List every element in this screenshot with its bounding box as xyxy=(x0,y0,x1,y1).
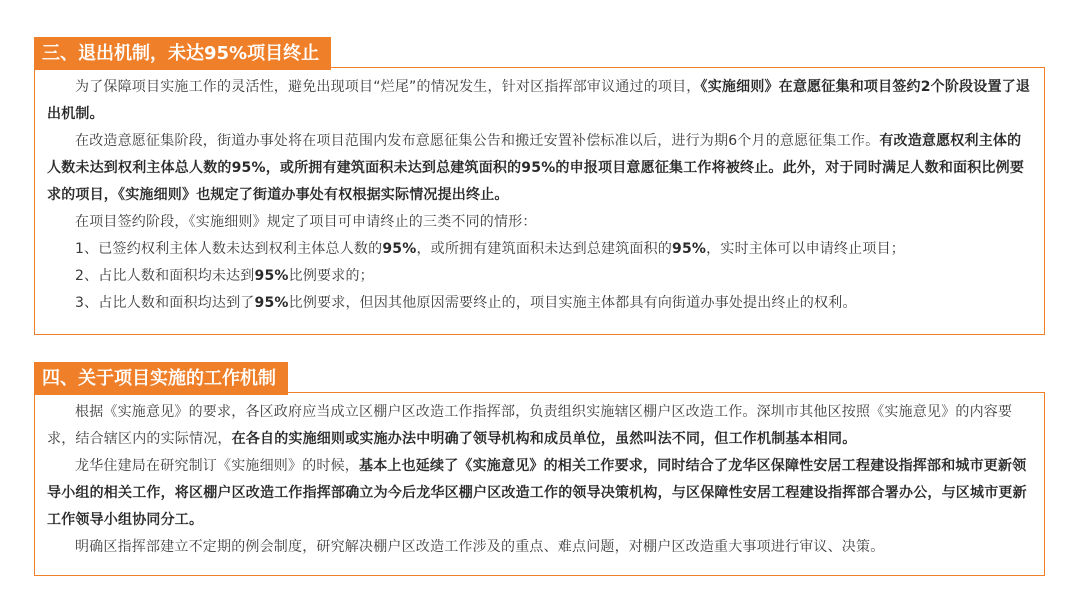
section-heading: 三、退出机制，未达95%项目终止 xyxy=(34,37,331,70)
text-run: 1、已签约权利主体人数未达到权利主体总人数的 xyxy=(75,241,383,257)
section-exit-mechanism-body xyxy=(47,74,1034,317)
paragraph xyxy=(47,74,1034,128)
text-run: 比例要求，但因其他原因需要终止的，项目实施主体都具有向街道办事处提出终止的权利。 xyxy=(288,295,857,311)
paragraph xyxy=(47,263,1034,290)
paragraph xyxy=(47,399,1034,453)
text-run: 为了保障项目实施工作的灵活性，避免出现项目“烂尾”的情况发生，针对区指挥部审议通过的项目， xyxy=(75,79,701,95)
section-exit-mechanism xyxy=(34,37,1045,335)
bold-text: 95% xyxy=(254,295,289,311)
paragraph xyxy=(47,534,1034,561)
section-work-mechanism xyxy=(34,362,1045,576)
text-run: 3、占比人数和面积均达到了 xyxy=(75,295,255,311)
text-run: 根据《实施意见》的要求，各区政府应当成立区棚户区改造工作指挥部，负责组织实施辖区棚户区改造工作。深圳市其他区按照《实施意见》的内容要求，结合辖区内的实际情况， xyxy=(47,404,1013,447)
text-run: 2、占比人数和面积均未达到 xyxy=(75,268,255,284)
section-work-mechanism-body xyxy=(47,399,1034,561)
paragraph xyxy=(47,128,1034,209)
bold-text: 有改造意愿权利主体的人数未达到权利主体总人数的95%，或所拥有建筑面积未达到总建筑面积的95%的申报项目意愿征集工作将被终止。此外，对于同时满足人数和面积比例要求的项目，《实施细则》也规定了街道办事处有权根据实际情况提出终止。 xyxy=(47,133,1025,203)
text-run: 明确区指挥部建立不定期的例会制度，研究解决棚户区改造工作涉及的重点、难点问题，对棚户区改造重大事项进行审议、决策。 xyxy=(75,539,885,555)
bold-text: 95% xyxy=(254,268,289,284)
bold-text: 在各自的实施细则或实施办法中明确了领导机构和成员单位，虽然叫法不同，但工作机制基本相同。 xyxy=(231,431,857,447)
bold-text: 基本上也延续了《实施意见》的相关工作要求，同时结合了龙华区保障性安居工程建设指挥部和城市更新领导小组的相关工作，将区棚户区改造工作指挥部确立为今后龙华区棚户区改造工作的领导决策机构，与区保障性安居工程建设指挥部合署办公，与区城市更新工作领导小组协同分工。 xyxy=(47,458,1027,528)
text-run: 比例要求的； xyxy=(288,268,374,284)
bold-text: 95% xyxy=(382,241,417,257)
section-exit-mechanism-box xyxy=(34,67,1045,335)
paragraph xyxy=(47,453,1034,534)
text-run: ，实时主体可以申请终止项目； xyxy=(706,241,905,257)
paragraph xyxy=(47,290,1034,317)
section-heading: 四、关于项目实施的工作机制 xyxy=(34,362,288,395)
paragraph xyxy=(47,209,1034,236)
text-run: 在项目签约阶段，《实施细则》规定了项目可申请终止的三类不同的情形： xyxy=(75,214,537,230)
text-run: ，或所拥有建筑面积未达到总建筑面积的 xyxy=(416,241,673,257)
bold-text: 《实施细则》在意愿征集和项目签约2个阶段设置了退出机制。 xyxy=(47,79,1031,122)
section-work-mechanism-box xyxy=(34,392,1045,576)
paragraph xyxy=(47,236,1034,263)
bold-text: 95% xyxy=(672,241,707,257)
text-run: 在改造意愿征集阶段，街道办事处将在项目范围内发布意愿征集公告和搬迁安置补偿标准以后，进行为期6个月的意愿征集工作。 xyxy=(75,133,880,149)
text-run: 龙华住建局在研究制订《实施细则》的时候， xyxy=(75,458,359,474)
